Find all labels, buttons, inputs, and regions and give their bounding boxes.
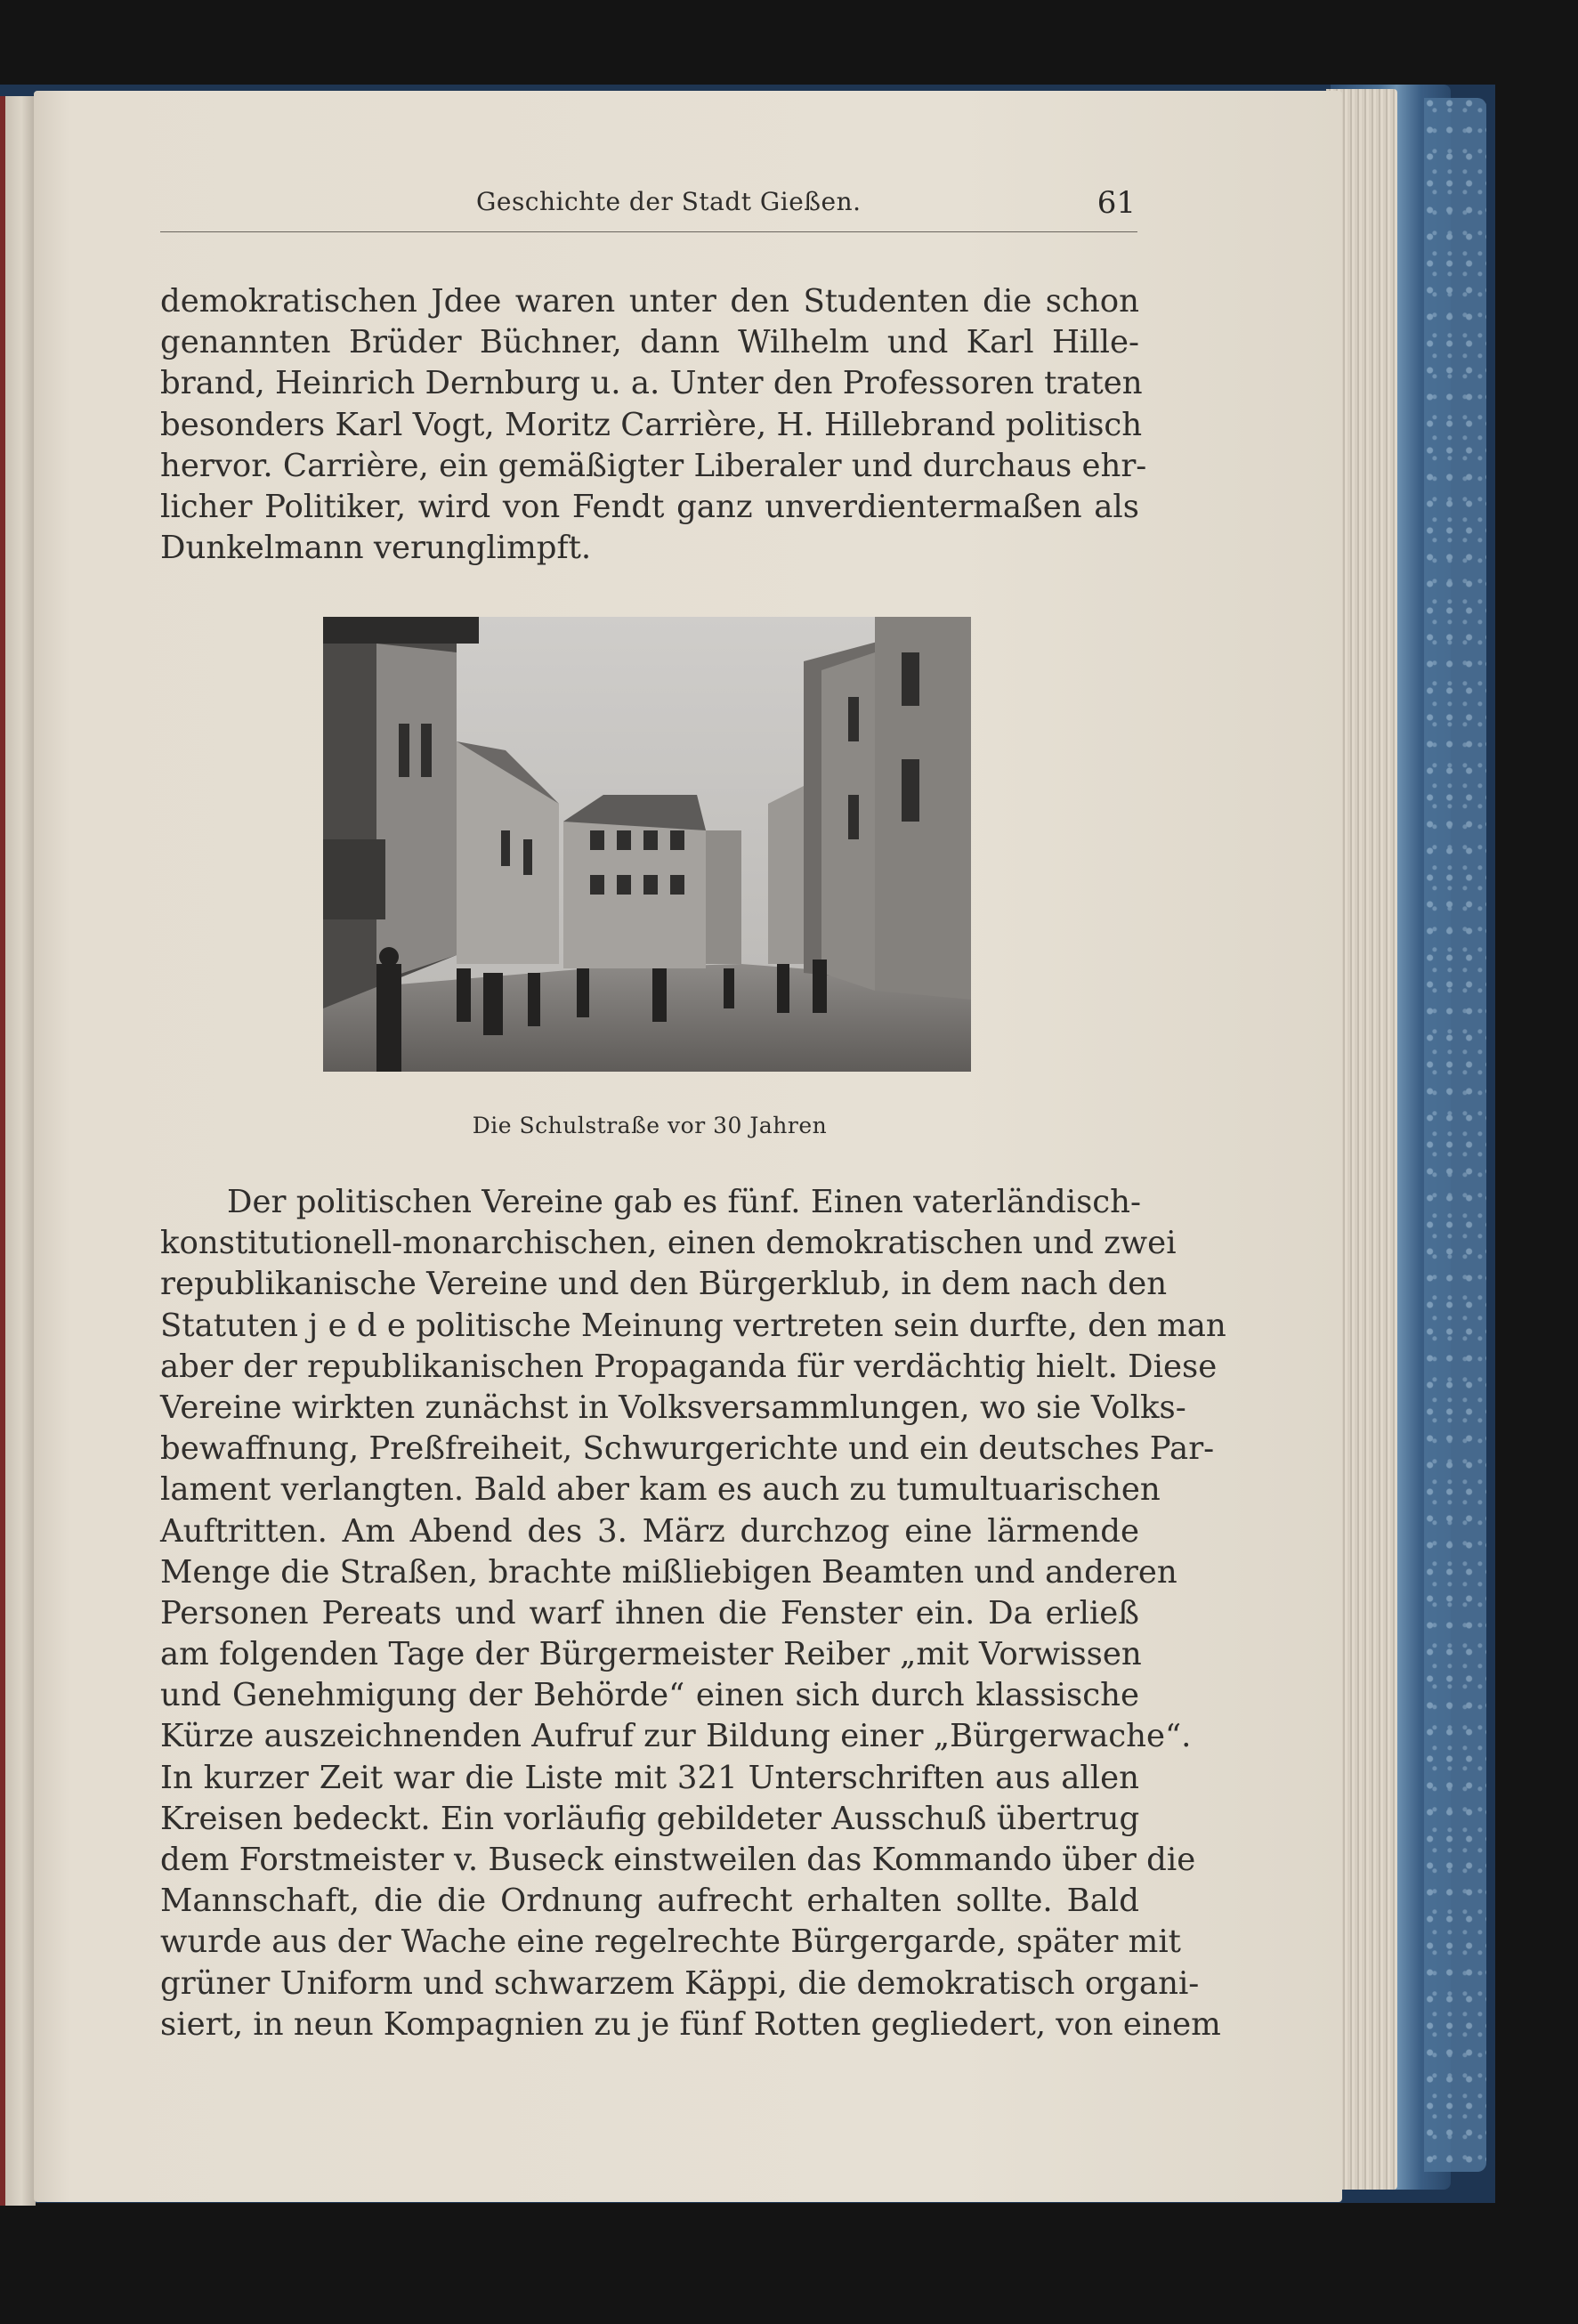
running-title: Geschichte der Stadt Gießen.: [476, 187, 862, 216]
text-line: grüner Uniform und schwarzem Käppi, die demokratisch organi-: [160, 1964, 1200, 2002]
text-line: Statuten j e d e politische Meinung vertreten sein durfte, den man: [160, 1307, 1226, 1344]
text-line: Auftritten. Am Abend des 3. März durchzog eine lärmende: [160, 1512, 1139, 1550]
figure-caption: Die Schulstraße vor 30 Jahren: [472, 1113, 828, 1138]
text-line: aber der republikanischen Propaganda für verdächtig hielt. Diese: [160, 1348, 1218, 1385]
text-line: Kreisen bedeckt. Ein vorläufig gebildeter Ausschuß übertrug: [160, 1800, 1140, 1837]
text-line: Personen Pereats und warf ihnen die Fenster ein. Da erließ: [160, 1594, 1139, 1632]
paragraph-top: [160, 281, 1147, 569]
street-photo: [323, 617, 971, 1072]
text-line: und Genehmigung der Behörde“ einen sich durch klassische: [160, 1677, 1139, 1714]
page-header: [160, 185, 1137, 232]
street-photo-illustration: [323, 617, 971, 1072]
text-line: lament verlangten. Bald aber kam es auch zu tumultuarischen: [160, 1471, 1161, 1509]
text-line: brand, Heinrich Dernburg u. a. Unter den Professoren traten: [160, 365, 1143, 402]
text-line: In kurzer Zeit war die Liste mit 321 Unterschriften aus allen: [160, 1759, 1139, 1796]
text-line: genannten Brüder Büchner, dann Wilhelm und Karl Hille-: [160, 324, 1139, 361]
text-line: konstitutionell-monarchischen, einen demokratischen und zwei: [160, 1225, 1177, 1262]
text-line: besonders Karl Vogt, Moritz Carrière, H. Hillebrand politisch: [160, 406, 1143, 443]
text-line: demokratischen Jdee waren unter den Studenten die schon: [160, 283, 1139, 320]
text-line: Vereine wirkten zunächst in Volksversammlungen, wo sie Volks-: [160, 1389, 1186, 1426]
text-line: republikanische Vereine und den Bürgerklub, in dem nach den: [160, 1266, 1168, 1303]
text-line: Menge die Straßen, brachte mißliebigen Beamten und anderen: [160, 1553, 1177, 1591]
text-line: siert, in neun Kompagnien zu je fünf Rotten gegliedert, von einem: [160, 2005, 1221, 2043]
paragraph-bottom: [160, 1182, 1226, 2045]
text-line: hervor. Carrière, ein gemäßigter Liberaler und durchaus ehr-: [160, 447, 1147, 484]
page-number: 61: [1097, 185, 1136, 221]
marbled-cover: [1424, 98, 1486, 2172]
text-line: am folgenden Tage der Bürgermeister Reiber „mit Vorwissen: [160, 1636, 1142, 1673]
text-line: wurde aus der Wache eine regelrechte Bürgergarde, später mit: [160, 1923, 1181, 1961]
text-line: dem Forstmeister v. Buseck einstweilen das Kommando über die: [160, 1842, 1196, 1878]
text-line: Mannschaft, die die Ordnung aufrecht erhalten sollte. Bald: [160, 1883, 1139, 1920]
text-line: Der politischen Vereine gab es fünf. Einen vaterländisch-: [227, 1184, 1142, 1220]
text-line: licher Politiker, wird von Fendt ganz unverdientermaßen als: [160, 488, 1139, 525]
text-line: Kürze auszeichnenden Aufruf zur Bildung einer „Bürgerwache“.: [160, 1718, 1192, 1755]
text-line: Dunkelmann verunglimpft.: [160, 530, 592, 567]
text-line: bewaffnung, Preßfreiheit, Schwurgerichte und ein deutsches Par-: [160, 1430, 1215, 1468]
left-page-edge: [0, 96, 36, 2206]
